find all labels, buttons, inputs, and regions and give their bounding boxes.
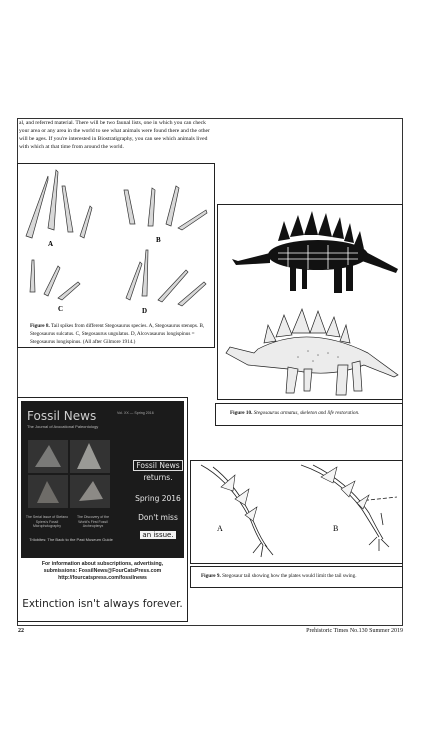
figure-10-caption-text: Stegosaurus armatus, skeleton and life restoration.	[253, 410, 360, 416]
figure-9-caption	[201, 573, 401, 581]
tail-spikes-illustration	[18, 166, 214, 316]
figure-8-label-a: A	[48, 240, 54, 248]
shark-teeth-photo	[27, 439, 111, 509]
figure-10-caption-box	[215, 403, 403, 426]
figure-10-caption-label: Figure 10.	[230, 410, 253, 416]
page-number: 22	[18, 628, 24, 634]
magazine-cover	[21, 401, 184, 558]
side-line-an-issue: an issue.	[142, 531, 174, 539]
side-line-returns: returns.	[143, 473, 173, 482]
figure-9-illustration-box	[190, 460, 403, 564]
ad-info	[18, 561, 187, 583]
tail-swing-illustration	[191, 461, 402, 563]
ad-info-line-1: For information about subscriptions, advertising,	[41, 561, 164, 567]
ad-info-line-2: submissions: FossilNews@FourCatsPress.com	[43, 568, 162, 575]
magazine-issue-info: Vol. XX — Spring 2016	[117, 411, 154, 415]
figure-10-illustration-box	[217, 204, 403, 400]
figure-9-caption-text: Stegosaur tail showing how the plates would limit the tail swing.	[222, 573, 357, 579]
side-line-fossil-news: Fossil News	[133, 460, 182, 471]
figure-8	[17, 163, 215, 348]
magazine-title: Fossil News	[27, 409, 97, 423]
figure-10-caption	[230, 410, 402, 418]
magazine-subtitle: The Journal of Avocational Paleontology	[27, 424, 99, 429]
intro-paragraph: al, and referred material. There will be two faunal lists, one in which you can check your area or any area in the world to see what animals were found there and the other will be ages. If you're interested in Biostratigraphy, you can see which animals lived with which at that time from around the world.	[19, 120, 210, 151]
cover-blurb-2: The Discovery of the World's First Fossil Archeopteryx	[76, 515, 110, 528]
ad-info-line-3: http://fourcatspress.com/fossilnews	[58, 575, 147, 582]
side-line-spring: Spring 2016	[135, 494, 181, 503]
stegosaurus-life-restoration-illustration	[218, 303, 402, 398]
ad-slogan: Extinction isn't always forever.	[22, 598, 183, 610]
cover-blurb-1: The Serial Issue of Stefano Spiers's Fossil Microphotography	[25, 515, 69, 528]
figure-9-label-a: A	[217, 524, 223, 533]
side-text	[131, 453, 185, 541]
stegosaurus-skeleton-illustration	[218, 207, 402, 302]
side-line-dont-miss: Don't miss	[138, 513, 178, 522]
figure-8-caption	[30, 323, 210, 346]
fossil-news-ad	[17, 397, 188, 622]
figure-8-label-d: D	[142, 307, 148, 315]
figure-9-label-b: B	[333, 524, 339, 533]
figure-9-caption-box	[190, 566, 403, 588]
figure-8-caption-label: Figure 8.	[30, 323, 50, 329]
figure-9-caption-label: Figure 9.	[201, 573, 221, 579]
journal-footer: Prehistoric Times No.130 Summer 2019	[306, 628, 403, 634]
figure-8-label-c: C	[58, 305, 64, 313]
cover-blurb-3: Trilobites: The Back to the Past Museum Guide	[29, 537, 113, 542]
figure-8-label-b: B	[156, 236, 161, 244]
figure-8-caption-text: Tail spikes from different Stegosaurus species. A, Stegosaurus stenops. B, Stegosaurus sulcatus. C, Stegosaurus ungulatus. D, Alcovasaurus longispinus = Stegosaurus longispinus. (All after Gilmore 1914.)	[30, 323, 205, 345]
